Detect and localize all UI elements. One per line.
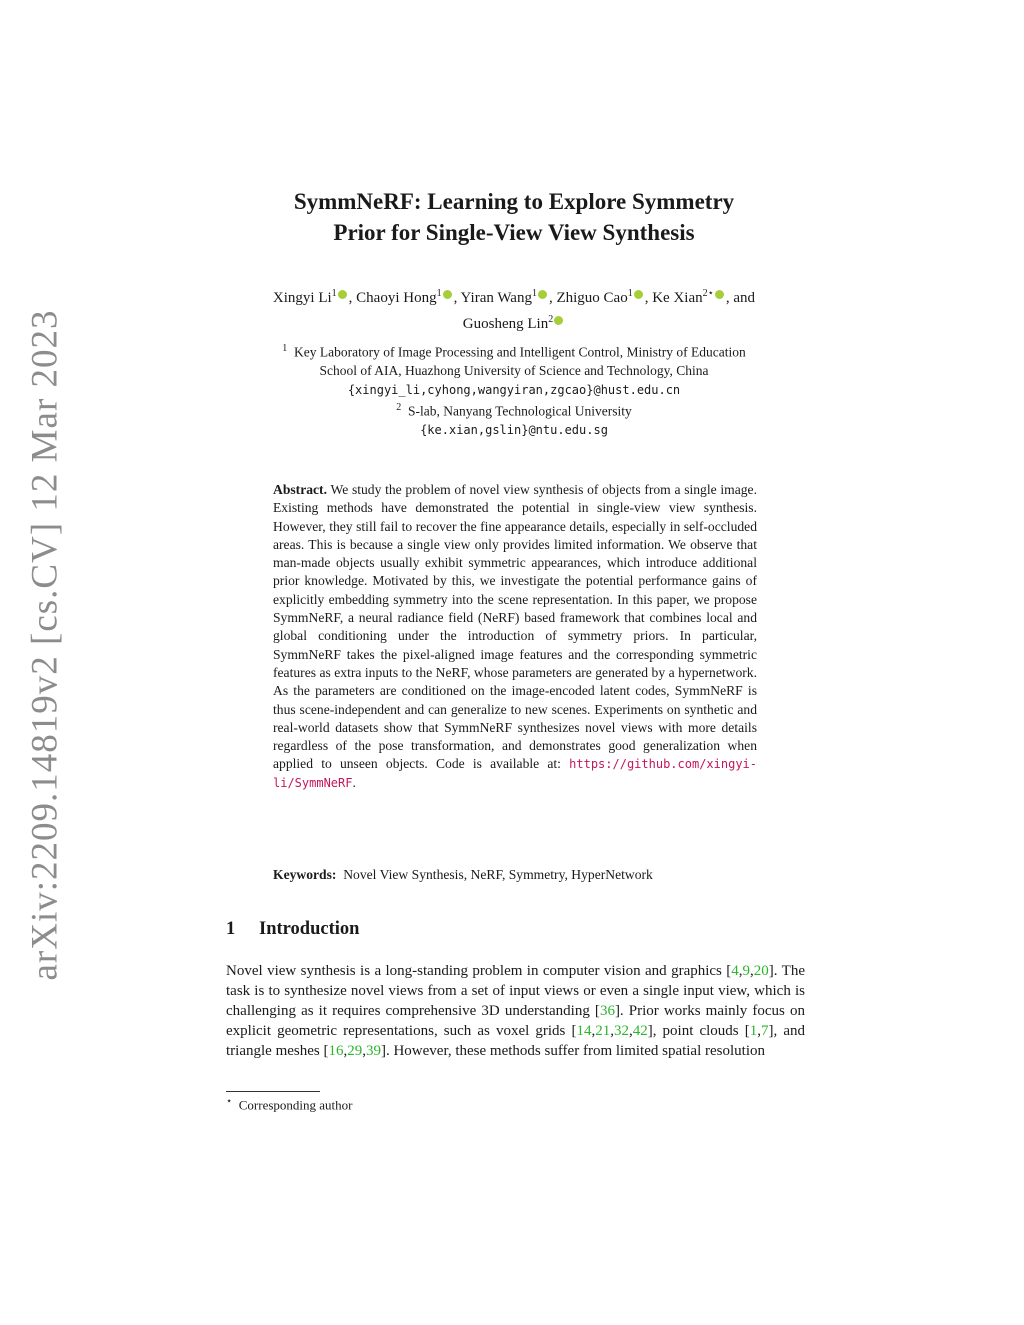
abstract-text: We study the problem of novel view synthesis of objects from a single image. Existing methods have demonstrated the potential in single-view view synthesis. However, they still fail to recover the fine appearance details, especially in self-occluded areas. This is because a single view only provides limited information. We observe that man-made objects usually exhibit symmetric appearances, which introduce additional prior knowledge. Motivated by this, we investigate the potential performance gains of explicitly embedding symmetry into the scene representation. In this paper, we propose SymmNeRF, a neural radiance field (NeRF) based framework that combines local and global conditioning under the introduction of symmetry priors. In particular, SymmNeRF takes the pixel-aligned image features and the corresponding symmetric features as extra inputs to the NeRF, whose parameters are generated by a hypernetwork. As the parameters are conditioned on the image-encoded latent codes, SymmNeRF is thus scene-independent and can generalize to new scenes. Experiments on synthetic and real-world datasets show that SymmNeRF synthesizes novel views with more details regardless of the pose transformation, and demonstrates good generalization when applied to unseen objects. Code is available at:	[273, 482, 757, 772]
citation-link[interactable]: 4	[731, 963, 739, 979]
intro-text: ], point clouds [	[647, 1023, 750, 1039]
author-affil-sup: 2	[548, 314, 554, 325]
citation-sep: ,	[738, 963, 743, 979]
affiliation-1-email[interactable]: {xingyi_li,cyhong,wangyiran,zgcao}@hust.edu.cn	[347, 382, 681, 397]
citation-link[interactable]: 29	[347, 1043, 363, 1059]
abstract-end: .	[352, 774, 356, 790]
affil-sup: 2	[396, 402, 402, 413]
citation-sep: ,	[610, 1023, 614, 1039]
citation-link[interactable]: 9	[742, 963, 751, 979]
citation-sep: ,	[628, 1023, 633, 1039]
footnote-text: Corresponding author	[238, 1097, 353, 1113]
affil-text: Key Laboratory of Image Processing and Intelligent Control, Ministry of Education	[293, 344, 746, 360]
footnote	[226, 1096, 353, 1113]
author-and: and	[733, 290, 756, 306]
author-affil-sup: 1	[331, 288, 337, 299]
affiliation-2-line-1	[214, 399, 814, 421]
title-line-2: Prior for Single-View View Synthesis	[333, 220, 695, 245]
abstract-label: Abstract.	[273, 482, 327, 497]
citation-link[interactable]: 16	[328, 1043, 344, 1059]
author-affil-sup: 2⋆	[702, 288, 714, 299]
citation-link[interactable]: 32	[613, 1023, 629, 1039]
footnote-divider	[226, 1091, 320, 1092]
citation-sep: ,	[757, 1023, 761, 1039]
affil-text: S-lab, Nanyang Technological University	[407, 403, 632, 419]
keywords-label: Keywords:	[273, 867, 337, 882]
footnote-mark: ⋆	[226, 1096, 233, 1107]
citation-link[interactable]: 21	[595, 1023, 611, 1039]
citation-link[interactable]: 39	[365, 1043, 381, 1059]
section-heading	[226, 919, 359, 940]
section-number: 1	[226, 919, 236, 939]
orcid-icon[interactable]	[715, 290, 724, 299]
author-name: Xingyi Li	[272, 290, 332, 306]
citation-link[interactable]: 1	[749, 1023, 758, 1039]
orcid-icon[interactable]	[634, 290, 643, 299]
intro-text: Novel view synthesis is a long-standing problem in computer vision and graphics [	[226, 963, 732, 979]
author-name: Ke Xian	[652, 290, 703, 306]
intro-text: ], and triangle meshes [	[226, 1023, 805, 1059]
author-affil-sup: 1	[531, 288, 537, 299]
author-name: Chaoyi Hong	[356, 290, 437, 306]
orcid-icon[interactable]	[554, 316, 563, 325]
author-name: Zhiguo Cao	[556, 290, 628, 306]
citation-link[interactable]: 14	[576, 1023, 592, 1039]
abstract	[273, 481, 757, 792]
affiliation-1-line-2: School of AIA, Huazhong University of Science and Technology, China	[319, 363, 709, 378]
citation-sep: ,	[591, 1023, 596, 1039]
title-line-1: SymmNeRF: Learning to Explore Symmetry	[293, 189, 735, 214]
code-link[interactable]: https://github.com/xingyi-li/SymmNeRF	[273, 757, 757, 790]
author-affil-sup: 1	[627, 288, 633, 299]
author-name: Guosheng Lin	[462, 316, 549, 332]
citation-sep: ,	[362, 1043, 366, 1059]
arxiv-stamp: arXiv:2209.14819v2 [cs.CV] 12 Mar 2023	[24, 309, 66, 981]
affil-sup: 1	[282, 343, 288, 354]
affiliations	[214, 340, 814, 440]
intro-text: ]. Prior works mainly focus on explicit geometric representations, such as voxel grids [	[226, 1003, 805, 1039]
author-name: Yiran Wang	[460, 290, 532, 306]
affiliation-1-line-1	[214, 340, 814, 362]
intro-text: ]. The task is to synthesize novel views from a set of input views or even a single input view, which is challenging as it requires comprehensive 3D understanding [	[226, 963, 805, 1019]
citation-sep: ,	[343, 1043, 348, 1059]
citation-link[interactable]: 20	[753, 963, 769, 979]
affiliation-2-email[interactable]: {ke.xian,gslin}@ntu.edu.sg	[420, 423, 608, 437]
citation-link[interactable]: 42	[632, 1023, 648, 1039]
intro-paragraph	[226, 961, 805, 1061]
citation-link[interactable]: 7	[760, 1023, 769, 1039]
paper-title	[214, 186, 814, 248]
orcid-icon[interactable]	[538, 290, 547, 299]
keywords	[273, 866, 757, 884]
keywords-text: Novel View Synthesis, NeRF, Symmetry, HyperNetwork	[343, 867, 653, 882]
citation-sep: ,	[750, 963, 754, 979]
citation-link[interactable]: 36	[599, 1003, 615, 1019]
intro-text: ]. However, these methods suffer from limited spatial resolution	[380, 1043, 765, 1059]
section-title: Introduction	[259, 919, 360, 939]
author-list: Xingyi Li$^1$ , Chaoyi Hong$^1$ , Yiran Wang$^1$ , Zhiguo Cao$^1$ , Ke Xian$^{2⋆}$ , and Guosheng Lin$^2$	[272, 288, 756, 332]
orcid-icon[interactable]	[338, 290, 347, 299]
author-affil-sup: 1	[436, 288, 442, 299]
orcid-icon[interactable]	[443, 290, 452, 299]
